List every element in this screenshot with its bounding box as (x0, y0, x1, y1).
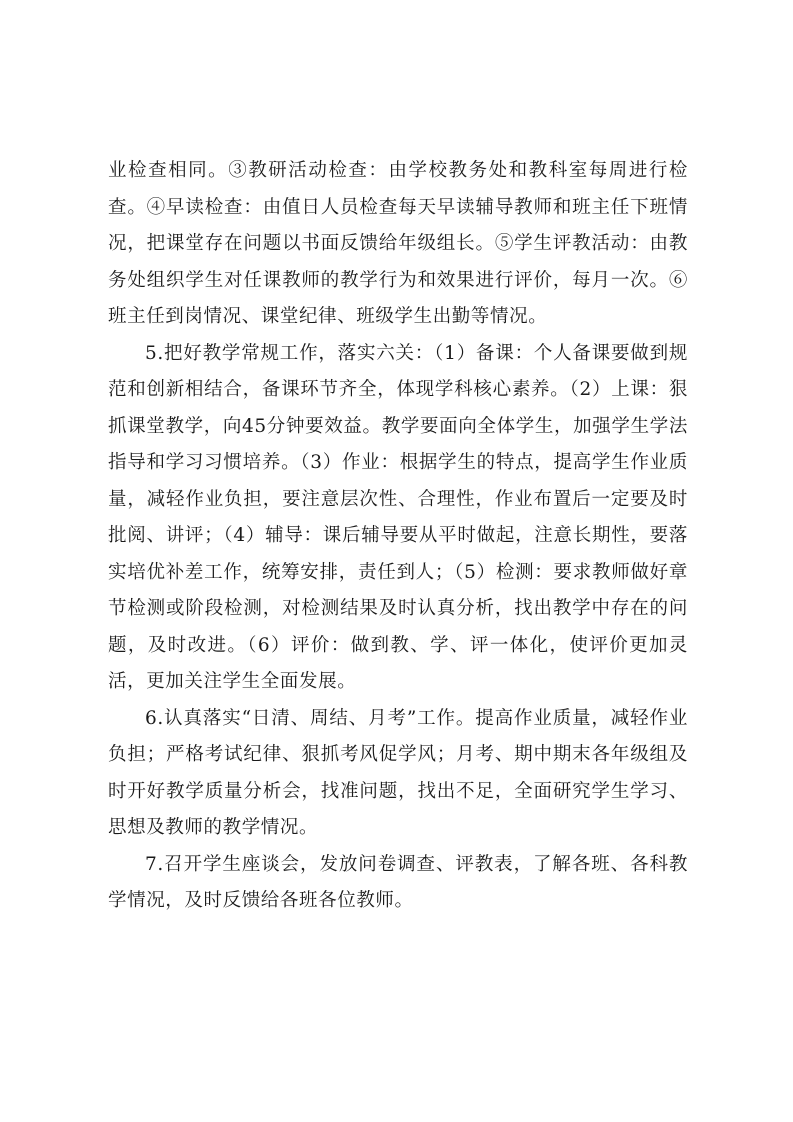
paragraph-item-5: 5.把好教学常规工作，落实六关：（1）备课：个人备课要做到规范和创新相结合，备课环节齐全，体现学科核心素养。（2）上课：狠抓课堂教学，向45分钟要效益。教学要面向全体学生，加强学生学法指导和学习习惯培养。（3）作业：根据学生的特点，提高学生作业质量，减轻作业负担，要注意层次性、合理性，作业布置后一定要及时批阅、讲评；（4）辅导：课后辅导要从平时做起，注意长期性，要落实培优补差工作，统筹安排，责任到人；（5）检测：要求教师做好章节检测或阶段检测，对检测结果及时认真分析，找出教学中存在的问题，及时改进。（6）评价：做到教、学、评一体化，使评价更加灵活，更加关注学生全面发展。 (108, 342, 688, 692)
paragraph-item-7: 7.召开学生座谈会，发放问卷调查、评教表，了解各班、各科教学情况，及时反馈给各班各位教师。 (108, 853, 688, 911)
paragraph-continuation: 业检查相同。③教研活动检查：由学校教务处和教科室每周进行检查。④早读检查：由值日人员检查每天早读辅导教师和班主任下班情况，把课堂存在问题以书面反馈给年级组长。⑤学生评教活动：由教务处组织学生对任课教师的教学行为和效果进行评价，每月一次。⑥班主任到岗情况、课堂纪律、班级学生出勤等情况。 (108, 160, 688, 327)
document-body (108, 153, 688, 920)
paragraph-item-6: 6.认真落实“日清、周结、月考”工作。提高作业质量，减轻作业负担；严格考试纪律、狠抓考风促学风；月考、期中期末各年级组及时开好教学质量分析会，找准问题，找出不足，全面研究学生学习、思想及教师的教学情况。 (108, 707, 688, 838)
